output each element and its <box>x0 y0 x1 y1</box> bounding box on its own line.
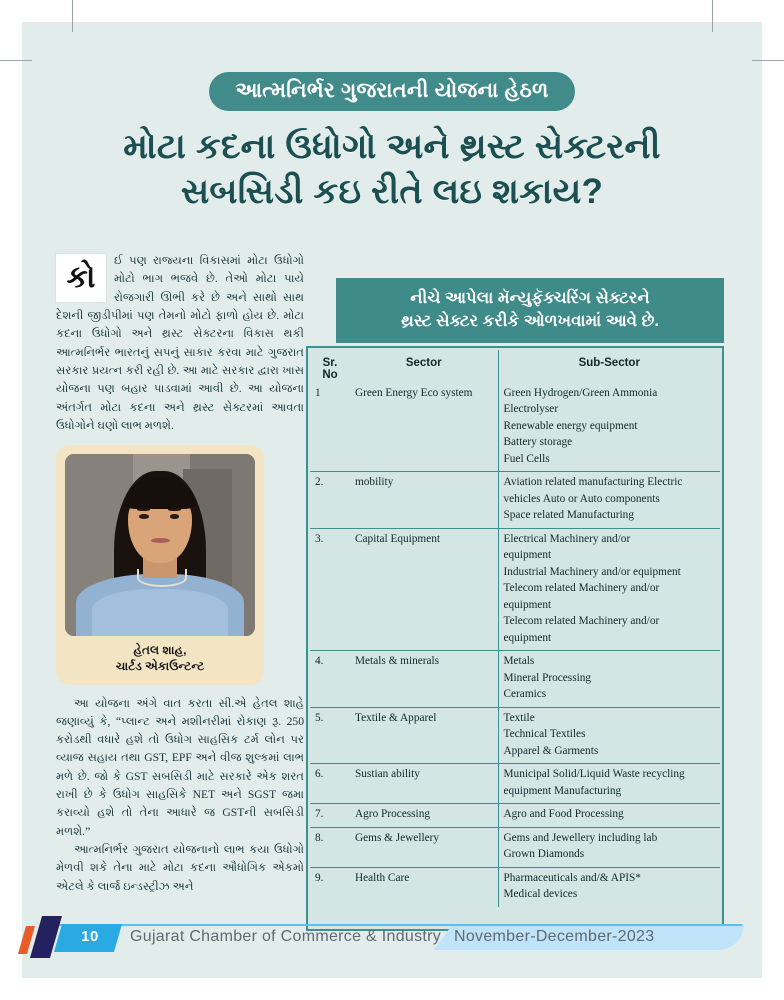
drop-cap: કો <box>56 254 106 302</box>
page-number: 10 <box>81 928 99 945</box>
author-photo-card <box>56 445 264 684</box>
article-paragraph-1-text: ઈ પણ રાજ્યના વિકાસમાં મોટા ઉધોગો મોટો ભાગ ભજવે છે. તેઓ મોટા પાયે રોજગારી ઊભી કરે છે અને સાથો સાથ દેશની જીડીપીમાં પણ તેમનો મોટો ફાળો હોય છે. મોટા કદના ઉધોગો અને થ્રસ્ટ સેક્ટરના વિકાસ થકી આત્મનિર્ભર ભારતનું સપનું સાકાર કરવા માટે ગુજરાત સરકાર પ્રયત્ન કરી રહી છે. આ માટે સરકાર દ્વારા ખાસ યોજના પણ બહાર પાડવામાં આવી છે. આ યોજના અંતર્ગત મોટા કદના અને થ્રસ્ટ સેક્ટરમાં આવતા ઉધોગોને ઘણો લાભ મળશે. <box>56 254 304 432</box>
sub-sector-item: Renewable energy equipment <box>503 419 638 432</box>
sub-sector-item: Telecom related Machinery and/or <box>503 582 660 595</box>
table-header-row <box>310 350 720 383</box>
sub-sector-item: Ceramics <box>503 688 547 701</box>
sub-sector-item: equipment <box>503 549 552 562</box>
portrait-eyebrow-right <box>168 508 181 511</box>
cell-sub-sector <box>498 867 720 906</box>
cell-sector: Textile & Apparel <box>350 707 498 763</box>
footer-issue-date: November-December-2023 <box>454 928 655 945</box>
cell-sub-sector <box>498 528 720 650</box>
crop-mark-top-right-vertical <box>712 0 713 32</box>
cell-sr-no: 2. <box>310 472 350 528</box>
kicker-container <box>0 72 784 111</box>
sub-sector-item: Grown Diamonds <box>503 848 585 861</box>
cell-sr-no: 8. <box>310 827 350 867</box>
cell-sub-sector <box>498 764 720 804</box>
cell-sub-sector <box>498 707 720 763</box>
cell-sr-no: 1 <box>315 387 321 399</box>
cell-sub-sector <box>498 804 720 827</box>
sub-sector-list <box>504 830 716 863</box>
sub-sector-list <box>504 710 716 759</box>
table-row <box>310 707 720 763</box>
cell-sector: Agro Processing <box>350 804 498 827</box>
headline-line-1: મોટા કદના ઉધોગો અને થ્રસ્ટ સેક્ટરની <box>123 127 661 166</box>
cell-sector: Health Care <box>350 867 498 906</box>
cell-sector: mobility <box>350 472 498 528</box>
page-headline <box>40 125 744 215</box>
kicker-badge: આત્મનિર્ભર ગુજરાતની યોજના હેઠળ <box>209 72 574 111</box>
sub-sector-item: Battery storage <box>503 436 573 449</box>
sub-sector-item: Mineral Processing <box>503 671 592 684</box>
table-row <box>310 804 720 827</box>
table-row <box>310 764 720 804</box>
sectors-table-head <box>310 350 720 383</box>
table-row <box>310 383 720 472</box>
article-paragraph-2: આ યોજના અંગે વાત કરતા સી.એ હેતલ શાહે જણાવ્યું કે, “પ્લાન્ટ અને મશીનરીમાં રોકાણ રૂ. 250 કરોડથી વધારે હશે તો ઉધોગ સાહસિક ટર્મ લોન પર વ્યાજ સહાય તથા GST, EPF અને વીજ શુલ્કમાં લાભ મળે છે. જો કે GST સબસિડી માટે સરકારે એક શરત રાખી છે કે ઉધોગ સાહસિકે NET અને SGST જમા કરાવ્યો હશે તો તેના આધારે જ GSTની સબસિડી મળશે.” <box>56 696 304 838</box>
sub-sector-item: Gems and Jewellery including lab <box>503 831 658 844</box>
sub-sector-list <box>504 474 716 523</box>
sectors-banner-line-1: નીચે આપેલા મૅન્યુફૅક્ચરિંગ સેક્ટરને <box>410 289 650 307</box>
cell-sector: Metals & minerals <box>350 651 498 707</box>
footer-rule <box>46 924 742 926</box>
sub-sector-item: Textile <box>503 711 535 724</box>
cell-sub-sector <box>498 383 720 472</box>
portrait-necklace <box>137 569 187 587</box>
table-row <box>310 472 720 528</box>
cell-sr-no: 4. <box>310 651 350 707</box>
sub-sector-list <box>504 766 716 799</box>
portrait-eye-right <box>170 514 180 519</box>
portrait-shirt <box>92 589 229 636</box>
sub-sector-list <box>504 531 716 646</box>
portrait-eyebrow-left <box>137 508 150 511</box>
sub-sector-item: Technical Textiles <box>503 728 586 741</box>
cell-sub-sector <box>498 472 720 528</box>
sub-sector-item: equipment <box>503 598 552 611</box>
cell-sector: Gems & Jewellery <box>350 827 498 867</box>
headline-line-2: સબસિડી કઇ રીતે લઇ શકાય? <box>180 171 604 211</box>
cell-sr-no: 5. <box>310 707 350 763</box>
crop-mark-top-left-horizontal <box>0 60 32 61</box>
cell-sector: Sustian ability <box>350 764 498 804</box>
author-name: હેતલ શાહ, <box>133 643 187 658</box>
sub-sector-item: Electrolyser <box>503 403 559 416</box>
sub-sector-item: Space related Manufacturing <box>503 509 634 522</box>
cell-sector: Capital Equipment <box>350 528 498 650</box>
table-row <box>310 867 720 906</box>
column-header-sr-no: Sr. No <box>322 357 338 381</box>
sub-sector-item: equipment Manufacturing <box>503 784 622 797</box>
portrait-eye-left <box>139 514 149 519</box>
sub-sector-list <box>504 806 716 822</box>
sub-sector-list <box>504 653 716 702</box>
sub-sector-item: Industrial Machinery and/or equipment <box>503 565 681 578</box>
sub-sector-item: Agro and Food Processing <box>503 808 624 821</box>
article-paragraph-1 <box>56 252 304 435</box>
sub-sector-item: Metals <box>503 655 535 668</box>
sub-sector-item: Fuel Cells <box>503 452 550 465</box>
sub-sector-item: Telecom related Machinery and/or <box>503 615 660 628</box>
sub-sector-item: vehicles Auto or Auto components <box>503 492 660 505</box>
cell-sr-no: 7. <box>310 804 350 827</box>
cell-sub-sector <box>498 651 720 707</box>
sub-sector-item: Apparel & Garments <box>503 744 599 757</box>
footer-organization: Gujarat Chamber of Commerce & Industry <box>130 928 442 945</box>
sectors-banner <box>336 278 724 343</box>
article-paragraph-3: આત્મનિર્ભર ગુજરાત યોજનાનો લાભ કયા ઉધોગો મેળવી શકે તેના માટે મોટા કદના ઔધોગિક એકમો એટલે કે લાર્જ ઇન્ડસ્ટ્રીઝ અને <box>56 843 304 893</box>
portrait-mouth <box>151 538 170 543</box>
cell-sector: Green Energy Eco system <box>355 387 473 399</box>
column-header-sub-sector: Sub-Sector <box>498 350 720 383</box>
sub-sector-list <box>504 870 716 903</box>
table-row <box>310 528 720 650</box>
sub-sector-item: Electrical Machinery and/or <box>503 532 631 545</box>
author-photo <box>65 454 255 636</box>
table-row <box>310 651 720 707</box>
sectors-banner-line-2: થ્રસ્ટ સેક્ટર કરીકે ઓળખવામાં આવે છે. <box>401 311 659 330</box>
sectors-table <box>310 350 720 907</box>
cell-sub-sector <box>498 827 720 867</box>
sub-sector-list <box>504 385 716 467</box>
cell-sr-no: 6. <box>310 764 350 804</box>
sectors-table-frame <box>306 346 724 931</box>
sectors-panel <box>315 278 724 901</box>
sub-sector-item: Pharmaceuticals and/& APIS* <box>503 871 641 884</box>
sub-sector-item: Green Hydrogen/Green Ammonia <box>503 387 658 399</box>
sectors-table-body <box>310 383 720 907</box>
sub-sector-item: Municipal Solid/Liquid Waste recycling <box>503 768 685 781</box>
crop-mark-top-right-horizontal <box>752 60 784 61</box>
column-header-sector: Sector <box>405 357 442 369</box>
author-caption <box>65 636 255 678</box>
cell-sr-no: 9. <box>310 867 350 906</box>
sub-sector-item: Medical devices <box>503 888 578 901</box>
table-row <box>310 827 720 867</box>
article-column <box>56 252 304 896</box>
sub-sector-item: equipment <box>503 631 552 644</box>
sub-sector-item: Aviation related manufacturing Electric <box>503 476 683 489</box>
author-title: ચાર્ટડ એકાઉન્ટન્ટ <box>115 659 205 674</box>
crop-mark-top-left-vertical <box>72 0 73 32</box>
page-footer <box>22 914 762 960</box>
cell-sr-no: 3. <box>310 528 350 650</box>
